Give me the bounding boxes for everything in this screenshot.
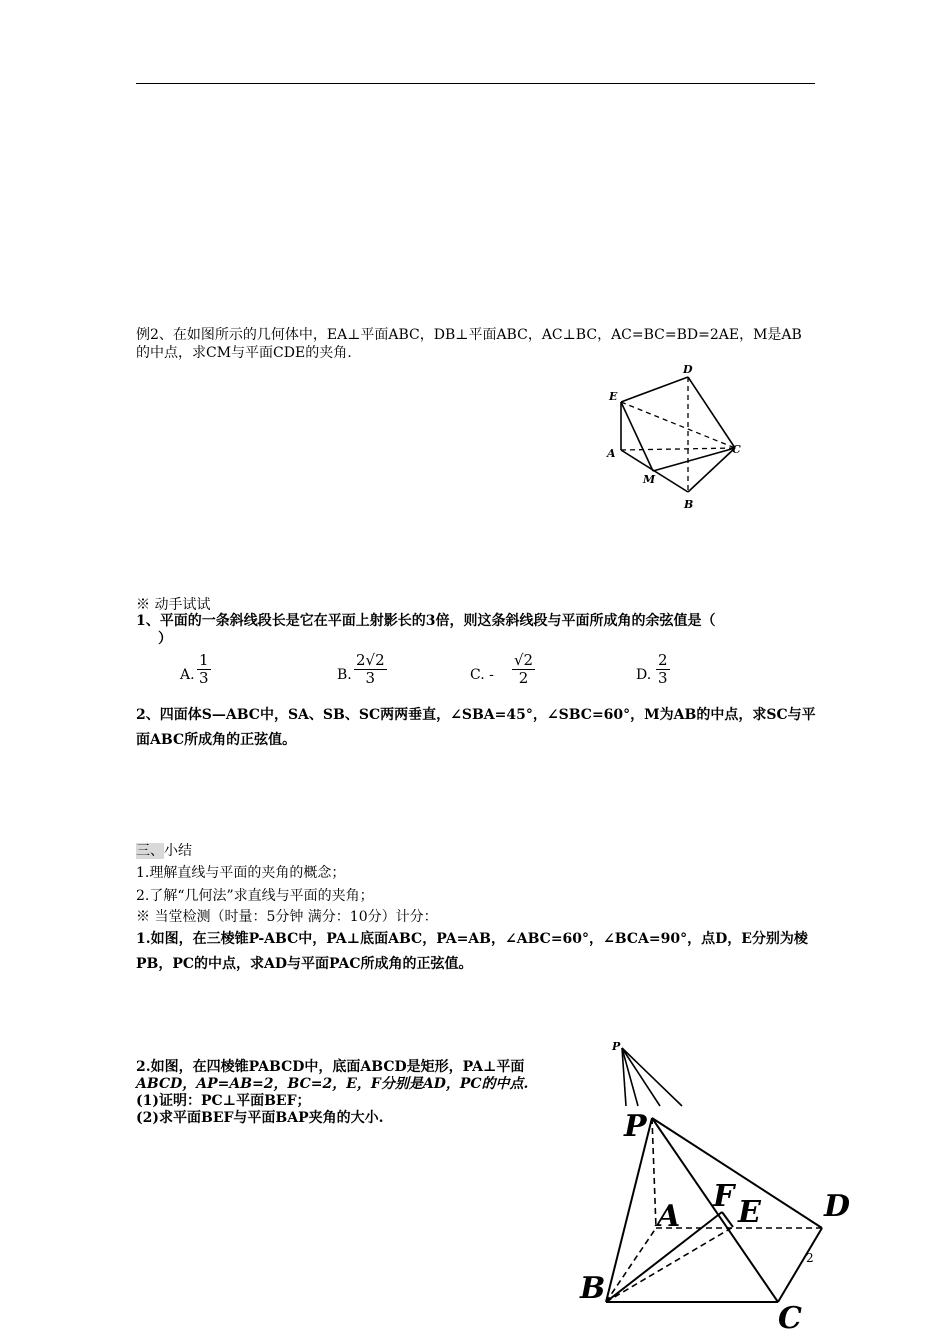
summary-header-num: 三、 bbox=[136, 843, 164, 859]
fig-label-A: A bbox=[607, 447, 616, 460]
summary-item2: 2.了解“几何法”求直线与平面的夹角； bbox=[136, 888, 374, 904]
fig-label-E: E bbox=[609, 390, 618, 403]
option-b-fraction bbox=[354, 652, 387, 687]
check-header: ※ 当堂检测（时量：5分钟 满分：10分）计分： bbox=[136, 909, 438, 925]
check-q2-line4: (2)求平面BEF与平面BAP夹角的大小. bbox=[136, 1110, 384, 1126]
check-q1-line1: 1.如图，在三棱锥P-ABC中，PA⊥底面ABC，PA=AB，∠ABC=60°，∠BCA=90°，点D，E分别为棱 bbox=[136, 931, 808, 947]
fig-label-D: D bbox=[683, 363, 693, 376]
fig-label-M: M bbox=[643, 473, 656, 486]
option-a-num: 1 bbox=[199, 651, 209, 669]
option-a-den: 3 bbox=[199, 669, 209, 687]
option-d-fraction bbox=[656, 652, 670, 687]
small-fig-label-P: P bbox=[612, 1040, 621, 1053]
option-b-label: B. bbox=[337, 667, 352, 683]
pyramid-label-F: F bbox=[713, 1179, 735, 1214]
q1-line2: ） bbox=[158, 631, 172, 647]
option-c-fraction bbox=[512, 652, 535, 687]
q2-line1: 2、四面体S—ABC中，SA、SB、SC两两垂直，∠SBA=45°，∠SBC=60°，M为AB的中点，求SC与平 bbox=[136, 707, 816, 723]
fig-label-C: C bbox=[732, 443, 741, 456]
q1-line1: 1、平面的一条斜线段长是它在平面上射影长的3倍，则这条斜线段与平面所成角的余弦值是（ bbox=[136, 613, 716, 629]
option-d-num: 2 bbox=[658, 651, 668, 669]
try-header: ※ 动手试试 bbox=[136, 597, 211, 613]
option-b-den: 3 bbox=[365, 669, 376, 687]
pyramid-label-P: P bbox=[624, 1109, 647, 1144]
small-pyramid-fragment bbox=[605, 1035, 690, 1110]
pyramid-label-B: B bbox=[580, 1271, 606, 1306]
example2-line2: 的中点，求CM与平面CDE的夹角. bbox=[136, 345, 352, 361]
check-q1-line2: PB，PC的中点，求AD与平面PAC所成角的正弦值。 bbox=[136, 956, 473, 972]
summary-header-text: 小结 bbox=[164, 843, 192, 859]
option-d-den: 3 bbox=[658, 669, 668, 687]
q2-line2: 面ABC所成角的正弦值。 bbox=[136, 732, 297, 748]
summary-header bbox=[136, 842, 192, 860]
example2-line1: 例2、在如图所示的几何体中，EA⊥平面ABC，DB⊥平面ABC，AC⊥BC，AC=BC=BD=2AE，M是AB bbox=[136, 327, 802, 343]
pyramid-label-two: 2 bbox=[806, 1251, 814, 1265]
option-a-fraction bbox=[197, 652, 211, 687]
fig-label-B: B bbox=[684, 498, 694, 511]
check-q2-line3: (1)证明：PC⊥平面BEF； bbox=[136, 1093, 311, 1109]
option-c-label: C. - bbox=[470, 667, 494, 683]
header-rule bbox=[136, 83, 815, 84]
option-a-label: A. bbox=[180, 667, 195, 683]
check-q2-line2: ABCD，AP=AB=2，BC=2，E，F分别是AD，PC的中点. bbox=[136, 1076, 529, 1092]
option-c-num: √2 bbox=[514, 651, 534, 669]
option-b-num: 2√2 bbox=[356, 651, 385, 669]
summary-item1: 1.理解直线与平面的夹角的概念； bbox=[136, 865, 346, 881]
check-q2-line1: 2.如图，在四棱锥PABCD中，底面ABCD是矩形，PA⊥平面 bbox=[136, 1059, 525, 1075]
pyramid-label-A: A bbox=[657, 1199, 681, 1234]
pyramid-label-C: C bbox=[778, 1301, 802, 1336]
pyramid-figure bbox=[575, 1105, 855, 1340]
example2-figure bbox=[600, 358, 750, 513]
option-d-label: D. bbox=[636, 667, 652, 683]
pyramid-label-D: D bbox=[824, 1189, 851, 1224]
option-c-den: 2 bbox=[518, 669, 529, 687]
pyramid-label-E: E bbox=[738, 1195, 761, 1230]
